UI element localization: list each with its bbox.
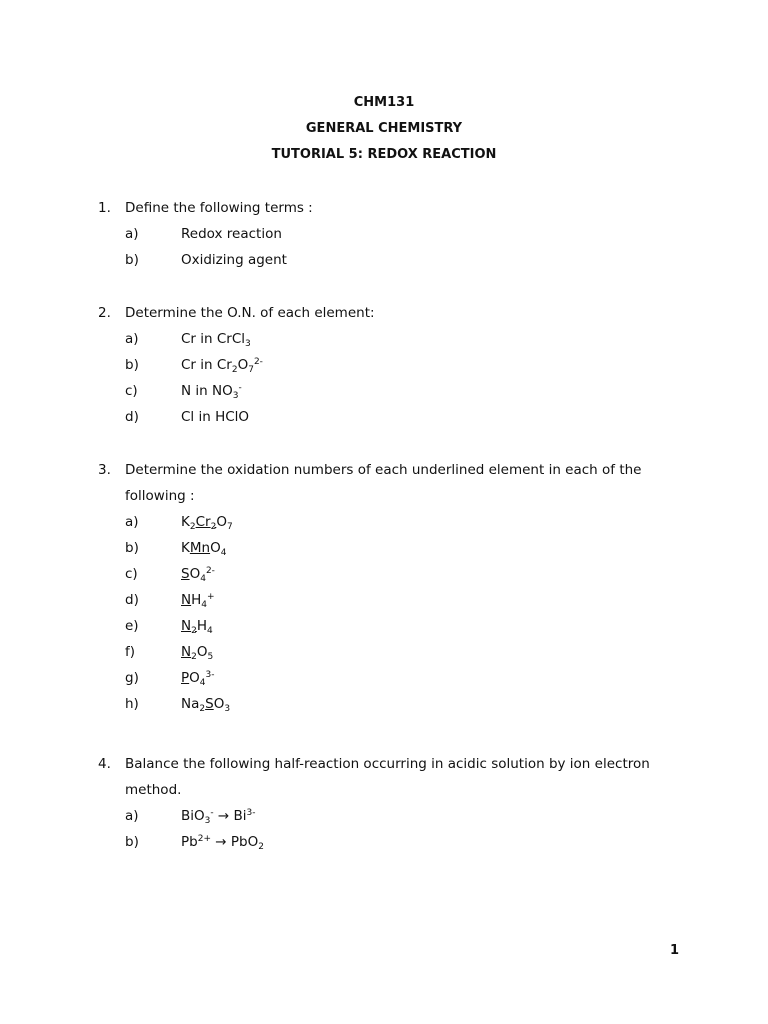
item-label: a)	[125, 226, 139, 242]
half-reaction-bio3: $BiO_3^- \to Bi^{3-}$	[181, 808, 256, 826]
question-text-line1: Balance the following half-reaction occurring in acidic solution by ion electron	[125, 756, 650, 772]
item-text: Cl in HClO	[181, 409, 250, 425]
question-text: Determine the O.N. of each element:	[125, 305, 375, 321]
question-text-line2: method.	[125, 782, 182, 798]
course-code: CHM131	[353, 95, 415, 110]
item-label: a)	[125, 514, 139, 530]
question-text-line1: Determine the oxidation numbers of each underlined element in each of the	[125, 462, 642, 478]
item-label: h)	[125, 696, 139, 712]
item-text: Oxidizing agent	[181, 252, 287, 268]
formula-cr-in-cr2o7: Cr in $Cr_2O_7^{2-}$	[181, 357, 263, 375]
item-label: c)	[125, 383, 138, 399]
item-label: a)	[125, 808, 139, 824]
item-label: b)	[125, 252, 139, 268]
item-label: a)	[125, 331, 139, 347]
question-number: 2.	[98, 305, 111, 321]
half-reaction-pb: $Pb^{2+} \to PbO_2$	[181, 834, 264, 852]
formula-n2o5: $N_2O_5$	[181, 644, 214, 662]
question-number: 4.	[98, 756, 111, 772]
item-label: b)	[125, 834, 139, 850]
formula-k2cr2o7: $K_2Cr_2O_7$	[181, 514, 233, 532]
item-label: g)	[125, 670, 139, 686]
question-number: 1.	[98, 200, 111, 216]
formula-cr-in-crcl3: Cr in CrCl$_3$	[181, 331, 251, 349]
item-label: c)	[125, 566, 138, 582]
formula-kmno4: KMnO$_4$	[181, 540, 227, 558]
item-label: e)	[125, 618, 139, 634]
item-label: b)	[125, 540, 139, 556]
item-text: Redox reaction	[181, 226, 282, 242]
question-text: Define the following terms :	[125, 200, 313, 216]
formula-na2so3: $Na_2SO_3$	[181, 696, 231, 714]
course-name: GENERAL CHEMISTRY	[305, 121, 463, 136]
formula-po4: $PO_4^{3-}$	[181, 670, 215, 688]
formula-so4: $SO_4^{2-}$	[181, 566, 215, 584]
formula-n-in-no3: N in $NO_3^-$	[181, 383, 242, 401]
item-label: b)	[125, 357, 139, 373]
item-label: f)	[125, 644, 136, 660]
formula-n2h4: $N_2H_4$	[181, 618, 213, 636]
question-text-line2: following :	[125, 488, 195, 504]
item-label: d)	[125, 409, 139, 425]
formula-nh4: $NH_4^+$	[181, 592, 215, 610]
question-number: 3.	[98, 462, 111, 478]
page-number: 1	[670, 943, 680, 958]
item-label: d)	[125, 592, 139, 608]
tutorial-title: TUTORIAL 5: REDOX REACTION	[271, 147, 497, 162]
